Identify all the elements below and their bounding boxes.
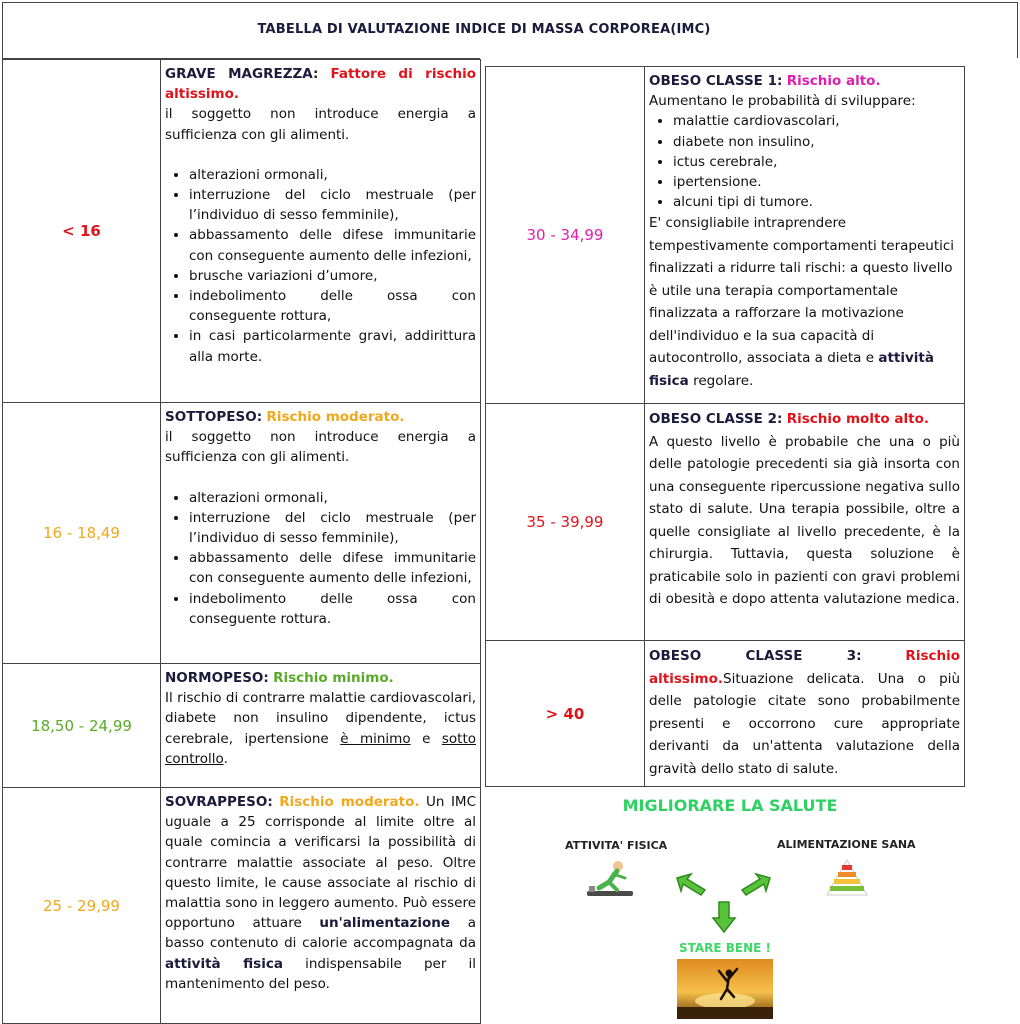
description-cell bbox=[645, 641, 965, 787]
description-cell bbox=[161, 403, 481, 664]
bold-text: attività fisica bbox=[649, 350, 934, 389]
list-item: • ipertensione. bbox=[673, 172, 960, 192]
description-cell bbox=[161, 60, 481, 403]
arrow-down-icon bbox=[711, 900, 737, 934]
list-item: • malattie cardiovascolari, bbox=[673, 111, 960, 131]
intro-text: Aumentano le probabilità di sviluppare: bbox=[649, 93, 916, 110]
bold-text: un'alimentazione bbox=[319, 915, 451, 932]
body-text: regolare. bbox=[688, 372, 754, 389]
effects-list bbox=[649, 111, 960, 212]
risk-label: Rischio moderato. bbox=[266, 409, 405, 425]
table-row bbox=[3, 60, 481, 403]
risk-label: Rischio minimo. bbox=[273, 670, 394, 686]
food-label: ALIMENTAZIONE SANA bbox=[777, 838, 916, 851]
bold-text: attività fisica bbox=[165, 955, 283, 972]
range-cell: < 16 bbox=[3, 60, 161, 403]
table-row bbox=[486, 404, 965, 641]
wellbeing-label: STARE BENE ! bbox=[678, 941, 772, 955]
description-cell bbox=[161, 664, 481, 788]
body-text: . bbox=[223, 750, 228, 767]
body-text: E' consigliabile intraprendere tempestivamente comportamenti terapeutici finalizzati a ridurre tali rischi: a questo livello è utile una terapia comportamentale finalizzata a rafforzare la motivazione dell'individuo e la sua capacità di autocontrollo, associata a dieta e bbox=[649, 215, 955, 367]
category-heading: SOTTOPESO: bbox=[165, 409, 263, 425]
effects-list bbox=[165, 165, 476, 367]
list-item: • abbassamento delle difese immunitarie con conseguente aumento delle infezioni, bbox=[189, 225, 476, 265]
body-text: Un IMC uguale a 25 corrisponde al limite oltre al quale comincia a verificarsi la possibilità di contrarre malattie associate al peso. Oltre questo limite, le cause associate al rischio di malattia sono in leggero aumento. Può essere opportuno attuare bbox=[165, 794, 476, 932]
bmi-table-right bbox=[485, 66, 965, 787]
body-text: e bbox=[410, 730, 442, 747]
range-cell: > 40 bbox=[486, 641, 645, 787]
table-row bbox=[486, 641, 965, 787]
intro-text: il soggetto non introduce energia a sufficienza con gli alimenti. bbox=[165, 106, 476, 143]
body-text: Situazione delicata. Una o più delle patologie citate sono probabilmente presenti e occorrono cure appropriate derivanti da un'attenta valutazione della gravità dello stato di salute. bbox=[649, 670, 960, 777]
list-item: • in casi particolarmente gravi, addirittura alla morte. bbox=[189, 326, 476, 366]
risk-label: Rischio alto. bbox=[786, 73, 881, 89]
risk-label: Rischio moderato. bbox=[279, 794, 420, 810]
arrow-left-icon bbox=[673, 870, 709, 898]
table-row bbox=[486, 67, 965, 404]
activity-label: ATTIVITA' FISICA bbox=[565, 839, 668, 852]
list-item: • interruzione del ciclo mestruale (per l’individuo di sesso femminile), bbox=[189, 185, 476, 225]
range-cell: 25 - 29,99 bbox=[3, 788, 161, 1024]
list-item: • diabete non insulino, bbox=[673, 132, 960, 152]
list-item: • alterazioni ormonali, bbox=[189, 165, 476, 185]
arrow-right-icon bbox=[738, 870, 774, 898]
body-text: a basso contenuto di calorie accompagnata da bbox=[165, 915, 476, 952]
list-item: • brusche variazioni d’umore, bbox=[189, 266, 476, 286]
table-row bbox=[3, 664, 481, 788]
list-item: • indebolimento delle ossa con conseguente rottura, bbox=[189, 286, 476, 326]
description-cell bbox=[645, 67, 965, 404]
category-heading: SOVRAPPESO: bbox=[165, 794, 273, 810]
description-cell bbox=[645, 404, 965, 641]
risk-label: Rischio molto alto. bbox=[786, 411, 929, 427]
range-cell: 18,50 - 24,99 bbox=[3, 664, 161, 788]
risk-label: Rischio altissimo. bbox=[649, 648, 960, 687]
body-text: indispensabile per il mantenimento del peso. bbox=[165, 955, 477, 992]
range-cell: 16 - 18,49 bbox=[3, 403, 161, 664]
page-title: TABELLA DI VALUTAZIONE INDICE DI MASSA CORPOREA(IMC) bbox=[257, 22, 711, 37]
table-row bbox=[3, 788, 481, 1024]
list-item: • interruzione del ciclo mestruale (per l’individuo di sesso femminile), bbox=[189, 508, 476, 548]
category-heading: OBESO CLASSE 3: bbox=[649, 648, 862, 664]
list-item: • abbassamento delle difese immunitarie con conseguente aumento delle infezioni, bbox=[189, 548, 476, 588]
effects-list bbox=[165, 488, 476, 629]
food-pyramid-icon bbox=[823, 857, 871, 899]
body-text: A questo livello è probabile che una o più delle patologie precedenti sia già insorta con una conseguente ripercussione negativa sullo stato di salute. Una terapia possibile, oltre a quelle consigliate al livello precedente, è la chirurgia. Tuttavia, questa soluzione è praticabile solo in pazienti con gravi problemi di obesità e dopo attenta valutazione medica. bbox=[649, 433, 960, 607]
table-row bbox=[3, 403, 481, 664]
list-item: • alterazioni ormonali, bbox=[189, 488, 476, 508]
category-heading: OBESO CLASSE 1: bbox=[649, 73, 783, 89]
bmi-table-left bbox=[2, 59, 481, 1024]
risk-label: Fattore di rischio altissimo. bbox=[165, 66, 476, 103]
sunset-jump-photo bbox=[677, 959, 773, 1019]
category-heading: OBESO CLASSE 2: bbox=[649, 411, 783, 427]
description-cell bbox=[161, 788, 481, 1024]
category-heading: NORMOPESO: bbox=[165, 670, 269, 686]
underlined-text: è minimo bbox=[340, 730, 411, 747]
list-item: • alcuni tipi di tumore. bbox=[673, 192, 960, 212]
exercise-icon bbox=[585, 858, 635, 900]
health-title: MIGLIORARE LA SALUTE bbox=[622, 796, 838, 815]
range-cell: 35 - 39,99 bbox=[486, 404, 645, 641]
body-text: Il rischio di contrarre malattie cardiovascolari, diabete non insulino dipendente, ictus cerebrale, ipertensione bbox=[165, 690, 476, 747]
underlined-text: sotto controllo bbox=[165, 730, 476, 767]
list-item: • ictus cerebrale, bbox=[673, 152, 960, 172]
range-cell: 30 - 34,99 bbox=[486, 67, 645, 404]
category-heading: GRAVE MAGREZZA: bbox=[165, 66, 319, 82]
intro-text: il soggetto non introduce energia a sufficienza con gli alimenti. bbox=[165, 429, 476, 466]
list-item: • indebolimento delle ossa con conseguente rottura. bbox=[189, 589, 476, 629]
